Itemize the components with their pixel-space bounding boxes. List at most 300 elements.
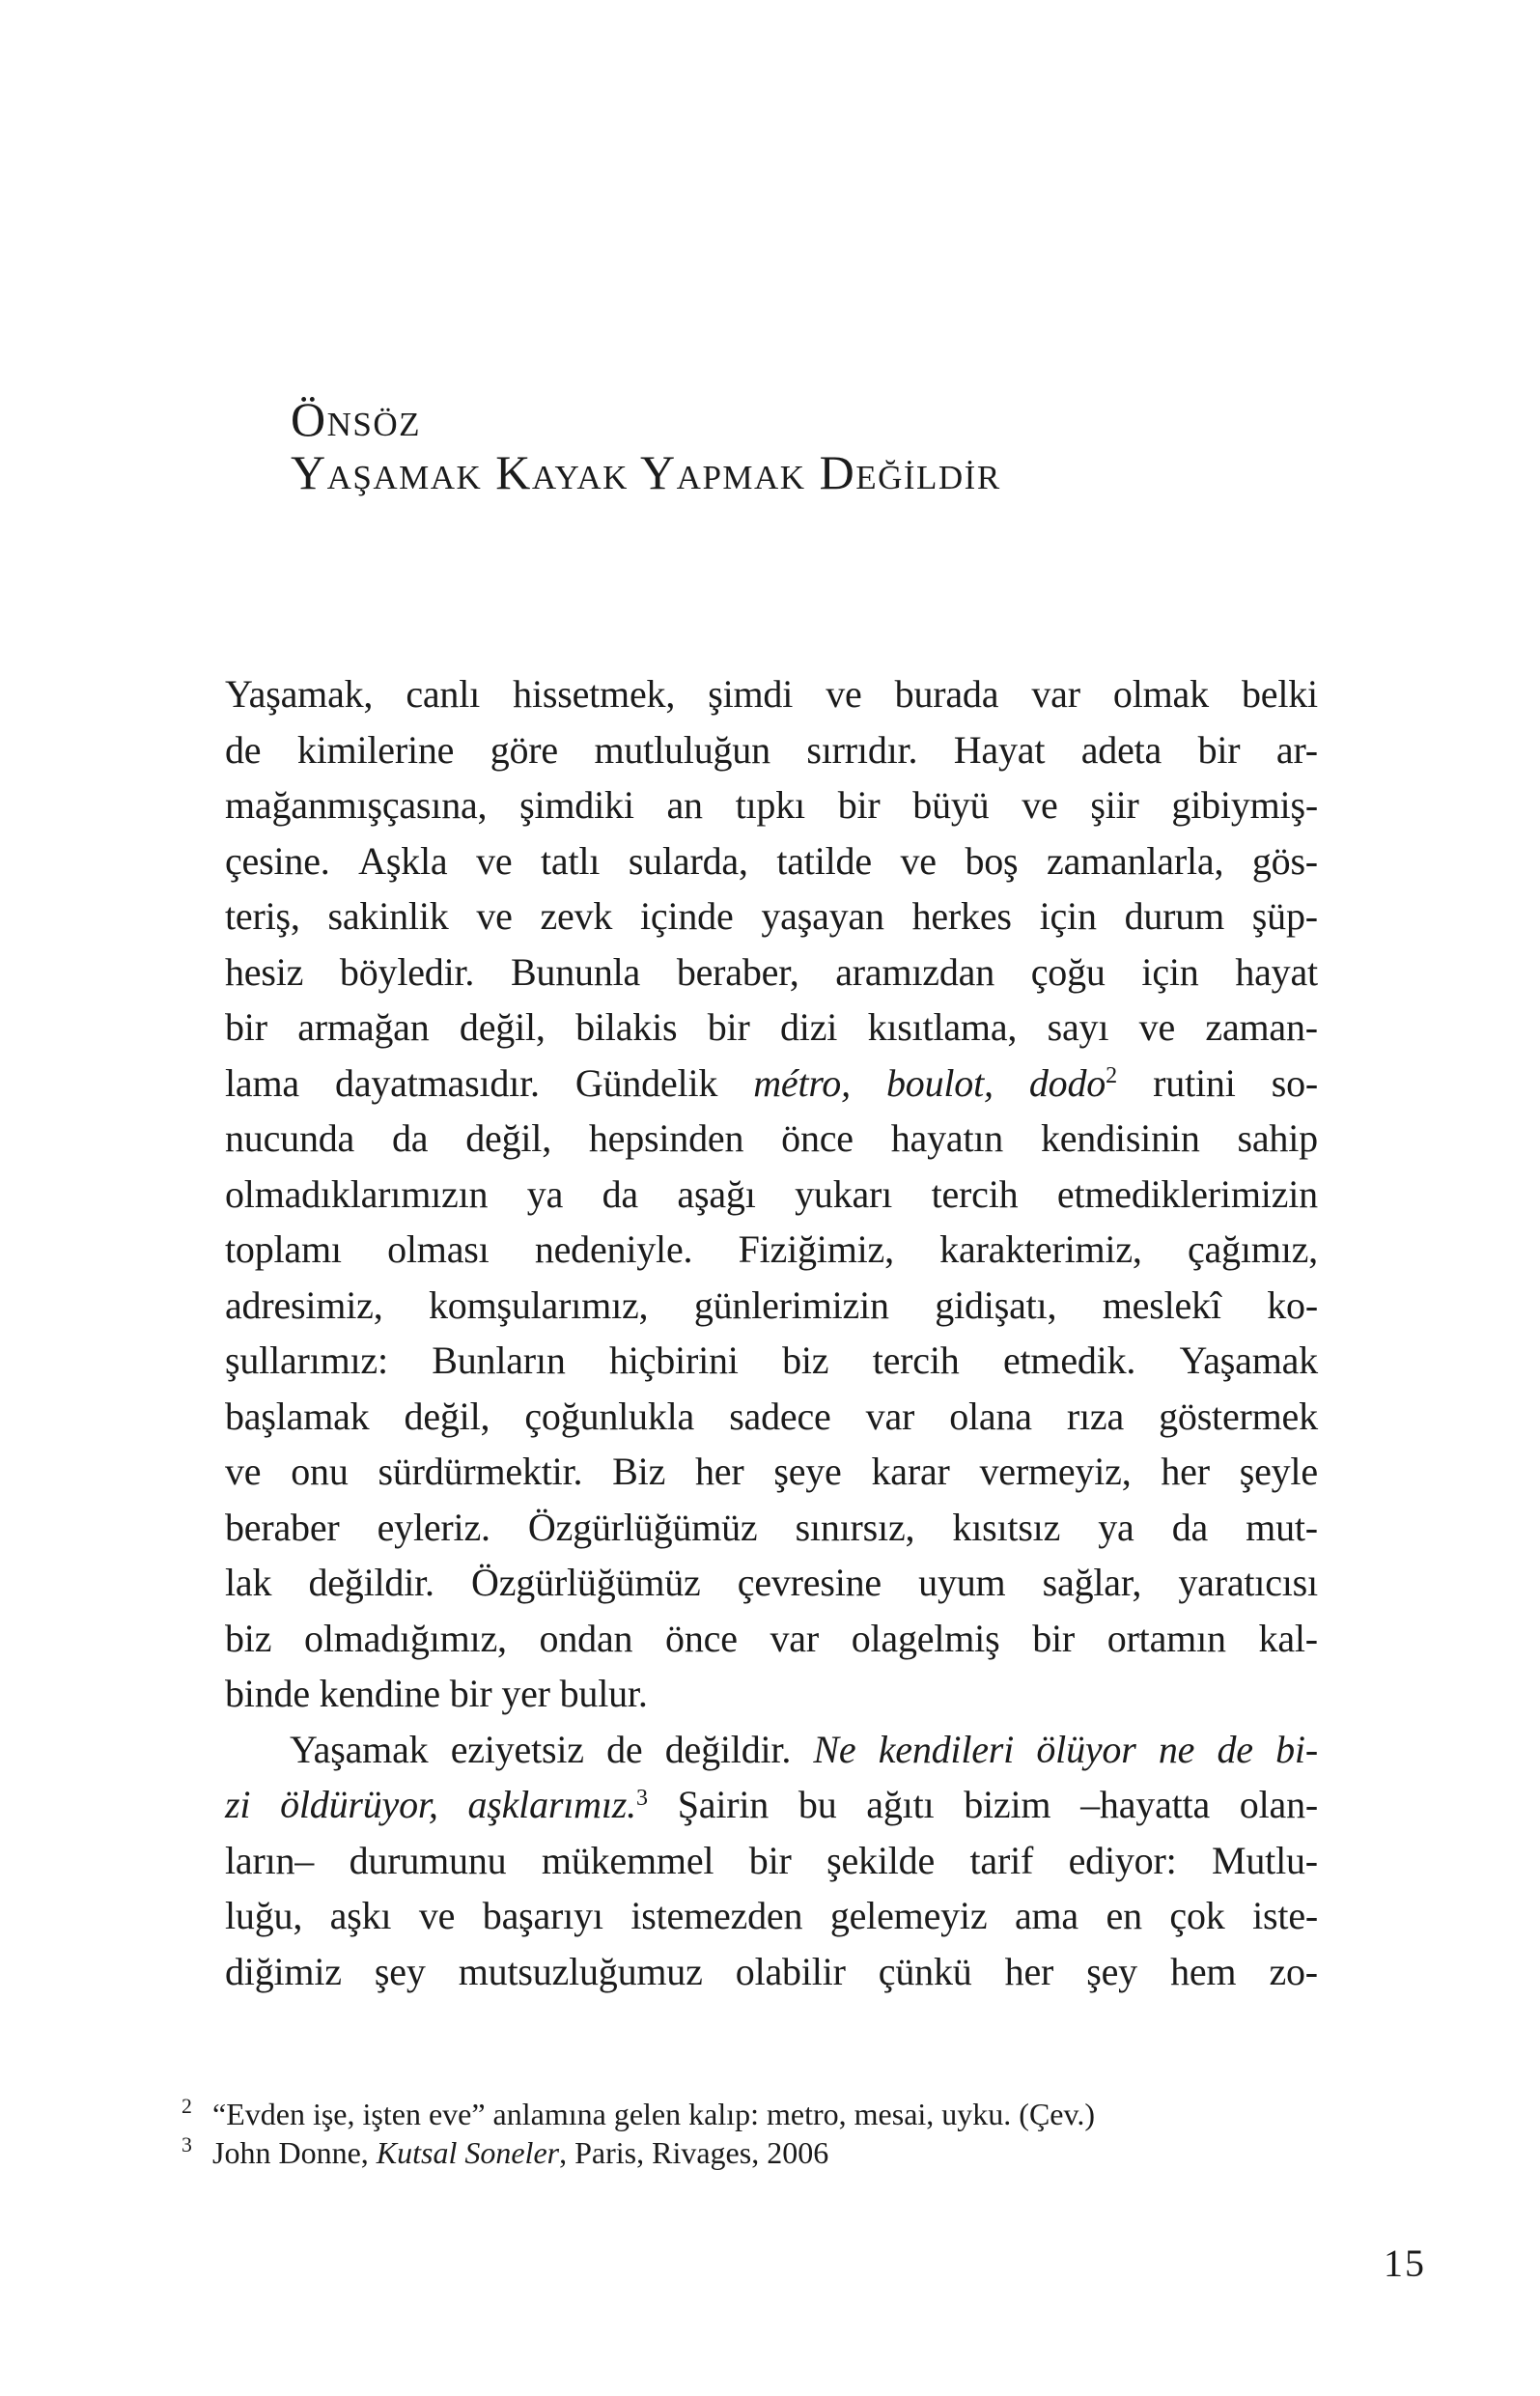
- word: [1015, 1888, 1078, 1944]
- word: [1032, 1611, 1075, 1667]
- word: [1159, 1389, 1318, 1445]
- word: [1069, 1833, 1177, 1889]
- word: [739, 1222, 894, 1278]
- word: [1169, 1888, 1224, 1944]
- word: [540, 888, 612, 944]
- text-run: sağlar,: [1042, 1561, 1142, 1604]
- text-line: [225, 722, 1318, 778]
- text-run: çesine.: [225, 838, 330, 883]
- text-run: ve: [476, 894, 513, 938]
- text-run: dayatmasıdır.: [335, 1060, 540, 1105]
- word: [873, 1333, 960, 1389]
- text-run: aşkı: [329, 1894, 392, 1937]
- word: [609, 1333, 739, 1389]
- text-run: biz: [225, 1616, 272, 1660]
- text-run: gibiymiş-: [1171, 783, 1318, 827]
- word: [429, 1278, 648, 1334]
- text-run: –hayatta: [1080, 1783, 1210, 1826]
- word: [575, 1000, 677, 1056]
- word: [225, 833, 330, 889]
- text-run: en: [1106, 1894, 1142, 1937]
- text-run: hem: [1170, 1949, 1237, 1993]
- text-run: hayat: [1235, 949, 1318, 994]
- word: [459, 1944, 703, 2000]
- word: [813, 1722, 855, 1778]
- footnote-reference: 2: [1106, 1063, 1118, 1089]
- word: [912, 888, 1012, 944]
- text-run: sakinlik: [327, 894, 449, 938]
- word: [1153, 1056, 1235, 1112]
- word: [1031, 666, 1079, 722]
- word: [1172, 1500, 1208, 1556]
- word: [1252, 1888, 1318, 1944]
- text-run: da: [602, 1171, 638, 1216]
- word: [708, 1000, 750, 1056]
- text-run: Bununla: [510, 949, 641, 994]
- word: [225, 666, 373, 722]
- text-run: için: [1039, 894, 1097, 938]
- text-run: toplamı: [225, 1227, 342, 1271]
- word: [806, 722, 917, 778]
- footnote-text: [212, 2133, 828, 2172]
- word: [451, 1722, 584, 1778]
- word: [1057, 1167, 1318, 1223]
- text-run: eziyetsiz: [450, 1727, 584, 1771]
- text-line: [225, 1500, 1318, 1556]
- text-run: olan-: [1239, 1783, 1318, 1826]
- word: [535, 1222, 693, 1278]
- word: [1259, 1611, 1318, 1667]
- text-run: “Evden işe, işten eve” anlamına gelen kalıp: metro, mesai, uyku. (Çev.): [212, 2097, 1096, 2131]
- text-run: kısıtsız: [952, 1505, 1061, 1549]
- word: [979, 1444, 1131, 1500]
- text-run: lama: [225, 1060, 299, 1105]
- word: [350, 1833, 507, 1889]
- text-line: [225, 1611, 1318, 1667]
- text-run: dodo: [1028, 1060, 1106, 1105]
- text-line: [225, 944, 1318, 1001]
- word: [225, 1777, 250, 1833]
- text-run: çoğunlukla: [524, 1394, 695, 1438]
- text-run: mutluluğun: [594, 727, 770, 772]
- text-run: var: [865, 1394, 915, 1438]
- text-run: meslekî: [1102, 1283, 1221, 1327]
- word: [1141, 944, 1198, 1001]
- text-run: Özgürlüğümüz: [471, 1561, 701, 1604]
- text-run: mağanmışçasına,: [225, 783, 488, 827]
- text-run: tatilde: [776, 838, 872, 883]
- text-run: Gündelik: [574, 1060, 718, 1105]
- text-run: olana: [949, 1394, 1032, 1438]
- word: [524, 1389, 694, 1445]
- text-run: şeyle: [1239, 1450, 1318, 1493]
- text-run: kendisinin: [1040, 1116, 1200, 1160]
- word: [1048, 1000, 1109, 1056]
- text-run: Özgürlüğümüz: [527, 1505, 758, 1549]
- word: [1180, 1333, 1318, 1389]
- word: [1212, 1833, 1318, 1889]
- word: [527, 1167, 563, 1223]
- text-run: de: [225, 727, 262, 772]
- text-line: [225, 777, 1318, 833]
- text-run: yaratıcısı: [1178, 1561, 1318, 1604]
- word: [1217, 1722, 1252, 1778]
- word: [964, 1777, 1050, 1833]
- word: [465, 1111, 551, 1167]
- text-run: zevk: [540, 894, 613, 938]
- page-number: 15: [1384, 2241, 1426, 2285]
- text-run: Biz: [612, 1450, 666, 1493]
- word: [838, 777, 881, 833]
- text-run: olmadığımız,: [304, 1616, 507, 1660]
- text-run: ne: [1158, 1727, 1195, 1771]
- text-run: çok: [1169, 1894, 1225, 1937]
- text-line: [225, 1666, 1318, 1722]
- text-run: her: [1161, 1450, 1210, 1493]
- text-run: Bunların: [432, 1339, 566, 1382]
- word: [1188, 1222, 1318, 1278]
- word: [476, 833, 512, 889]
- word: [738, 1555, 882, 1611]
- text-run: eyleriz.: [377, 1505, 490, 1549]
- text-run: ve: [418, 1894, 456, 1937]
- text-run: métro,: [753, 1060, 851, 1105]
- word: [835, 944, 994, 1001]
- text-run: luğu,: [225, 1894, 303, 1937]
- text-run: aramızdan: [835, 949, 994, 994]
- text-run: beraber,: [676, 949, 799, 994]
- text-line: [225, 1555, 1318, 1611]
- word: [1240, 1444, 1318, 1500]
- word: [1178, 1555, 1318, 1611]
- text-run: değil,: [465, 1116, 551, 1160]
- word: [375, 1944, 426, 2000]
- text-run: olması: [387, 1227, 490, 1271]
- word: [1240, 1777, 1318, 1833]
- text-run: mükemmel: [541, 1838, 714, 1882]
- text-run: Şairin: [677, 1783, 770, 1826]
- text-run: burada: [894, 672, 999, 716]
- word: [640, 888, 734, 944]
- word: [1198, 722, 1241, 778]
- word: [761, 888, 883, 944]
- text-line: [225, 1444, 1318, 1500]
- word: [949, 1389, 1032, 1445]
- footnote-reference: 3: [635, 1785, 648, 1811]
- word: [378, 1500, 490, 1556]
- word: [1041, 1111, 1200, 1167]
- body-text: [225, 666, 1318, 1999]
- word: [1047, 833, 1223, 889]
- text-run: değil,: [404, 1394, 490, 1438]
- word: [225, 1167, 488, 1223]
- text-run: da: [1171, 1505, 1209, 1549]
- word: [879, 1944, 972, 2000]
- word: [392, 1111, 428, 1167]
- text-run: bir: [707, 1005, 750, 1049]
- text-run: nucunda: [225, 1116, 355, 1160]
- word: [776, 833, 872, 889]
- chapter-title: Yaşamak Kayak Yapmak Değildir: [291, 445, 1001, 499]
- word: [594, 722, 770, 778]
- text-line: [225, 1111, 1318, 1167]
- word: [1235, 944, 1318, 1001]
- text-line: [225, 1722, 1318, 1778]
- text-run: ve: [1022, 783, 1058, 827]
- word: [291, 1444, 348, 1500]
- text-run: durum: [1124, 894, 1224, 938]
- text-run: kısıtlama,: [867, 1005, 1018, 1049]
- text-run: armağan: [297, 1005, 430, 1049]
- text-line: [225, 1833, 1318, 1889]
- text-run: tercih: [872, 1339, 960, 1382]
- text-run: canlı: [406, 672, 481, 716]
- text-run: her: [694, 1450, 744, 1493]
- word: [770, 1611, 819, 1667]
- text-run: binde kendine bir yer bulur.: [225, 1672, 648, 1715]
- text-run: tarif: [969, 1838, 1034, 1882]
- text-run: büyü: [912, 783, 990, 827]
- text-run: aşağı: [677, 1171, 756, 1216]
- word: [1103, 1278, 1221, 1334]
- text-run: komşularımız,: [428, 1283, 649, 1327]
- word: [225, 1000, 267, 1056]
- word: [225, 1222, 342, 1278]
- word: [304, 1611, 507, 1667]
- text-run: dizi: [779, 1005, 838, 1049]
- text-run: yaşayan: [761, 894, 884, 938]
- word: [519, 777, 634, 833]
- text-run: gidişatı,: [935, 1283, 1057, 1327]
- text-run: bizim: [964, 1783, 1051, 1826]
- word: [606, 1722, 642, 1778]
- text-run: , Paris, Rivages, 2006: [559, 2135, 829, 2170]
- word: [1161, 1444, 1209, 1500]
- text-line: [225, 888, 1318, 944]
- word: [358, 833, 447, 889]
- text-run: bir: [837, 783, 881, 827]
- text-run: ve: [225, 1450, 262, 1493]
- text-run: hayatın: [890, 1116, 1004, 1160]
- preface-kicker: Önsöz: [291, 392, 422, 446]
- text-run: ağıtı: [866, 1783, 935, 1826]
- text-run: so-: [1271, 1060, 1318, 1105]
- word: [225, 1500, 340, 1556]
- text-run: zi: [225, 1783, 251, 1826]
- text-run: ölüyor: [1036, 1727, 1136, 1771]
- word: [630, 1888, 802, 1944]
- text-run: bir: [1197, 727, 1241, 772]
- text-run: şimdi: [708, 672, 794, 716]
- word: [665, 1611, 738, 1667]
- text-run: ya: [1098, 1505, 1134, 1549]
- word: [589, 1111, 743, 1167]
- word: [335, 1056, 540, 1112]
- text-run: şüp-: [1251, 894, 1318, 938]
- word: [891, 1111, 1003, 1167]
- text-run: öldürüyor,: [280, 1783, 438, 1826]
- text-line: [225, 1389, 1318, 1445]
- text-run: hissetmek,: [513, 672, 676, 716]
- word: [1170, 1944, 1236, 2000]
- word: [1252, 833, 1318, 889]
- word: [471, 1555, 701, 1611]
- text-run: her: [1004, 1949, 1054, 1993]
- word: [965, 833, 1018, 889]
- word: [886, 1056, 994, 1112]
- text-run: Kutsal Soneler: [376, 2135, 560, 2170]
- text-run: çağımız,: [1187, 1227, 1318, 1271]
- text-run: şullarımız:: [225, 1339, 388, 1382]
- word: [490, 722, 558, 778]
- word: [895, 666, 999, 722]
- text-run: belki: [1241, 672, 1318, 716]
- word: [939, 1222, 1142, 1278]
- text-run: uyum: [918, 1561, 1006, 1604]
- text-run: Yaşamak: [290, 1727, 429, 1771]
- word: [866, 1389, 914, 1445]
- text-run: ya: [526, 1171, 564, 1216]
- text-run: teriş,: [225, 894, 300, 938]
- word: [612, 1444, 665, 1500]
- word: [225, 1444, 261, 1500]
- text-run: başarıyı: [482, 1894, 603, 1937]
- word: [542, 1833, 714, 1889]
- text-line: [225, 1056, 1318, 1112]
- word: [826, 1833, 935, 1889]
- word: [1113, 666, 1209, 722]
- word: [405, 1389, 490, 1445]
- word: [852, 1611, 1000, 1667]
- word: [879, 1722, 1014, 1778]
- text-run: başlamak: [225, 1394, 370, 1438]
- word: [1067, 1389, 1124, 1445]
- text-run: tatlı: [541, 838, 601, 883]
- word: [225, 944, 303, 1001]
- word: [378, 1444, 582, 1500]
- text-run: bir: [225, 1005, 267, 1049]
- text-run: değildir.: [308, 1561, 434, 1604]
- word: [1242, 666, 1318, 722]
- text-run: olmadıklarımızın: [225, 1171, 489, 1216]
- word: [781, 1111, 854, 1167]
- word: [918, 1555, 1005, 1611]
- word: [830, 1888, 988, 1944]
- text-run: değil,: [459, 1005, 546, 1049]
- text-run: var: [1031, 672, 1080, 716]
- footnote: [182, 2133, 1388, 2172]
- text-line: [225, 1777, 1318, 1833]
- word: [796, 1500, 915, 1556]
- word: [513, 666, 675, 722]
- text-run: an: [666, 783, 703, 827]
- word: [1272, 1056, 1318, 1112]
- text-run: biz: [782, 1339, 829, 1382]
- word: [1275, 1722, 1318, 1778]
- text-run: sınırsız,: [795, 1505, 915, 1549]
- text-run: sürdürmektir.: [378, 1450, 583, 1493]
- text-line: [225, 1278, 1318, 1334]
- text-run: de: [606, 1727, 643, 1771]
- text-run: içinde: [640, 894, 734, 938]
- text-run: çevresine: [737, 1561, 882, 1604]
- word: [541, 833, 600, 889]
- word: [1252, 888, 1318, 944]
- word: [708, 666, 793, 722]
- text-run: John Donne,: [212, 2135, 377, 2170]
- word: [528, 1500, 758, 1556]
- text-run: Hayat: [953, 727, 1046, 772]
- word: [340, 944, 474, 1001]
- text-run: Yaşamak,: [225, 672, 374, 716]
- footnote-text: [212, 2095, 1095, 2133]
- word: [1090, 777, 1138, 833]
- text-run: karakterimiz,: [939, 1227, 1142, 1271]
- text-run: gös-: [1251, 838, 1318, 883]
- word: [406, 666, 480, 722]
- text-run: çoğu: [1030, 949, 1106, 994]
- word: [297, 722, 454, 778]
- word: [952, 1500, 1060, 1556]
- text-run: zamanlarla,: [1047, 838, 1224, 883]
- word: [290, 1722, 428, 1778]
- text-run: olabilir: [735, 1949, 846, 1993]
- word: [782, 1333, 828, 1389]
- text-run: de: [1217, 1727, 1253, 1771]
- text-run: boulot,: [885, 1060, 994, 1105]
- text-run: onu: [291, 1450, 349, 1493]
- chapter-heading: [291, 393, 1001, 499]
- word: [225, 1333, 388, 1389]
- word: [575, 1056, 717, 1112]
- text-run: çünkü: [878, 1949, 972, 1993]
- word: [225, 888, 300, 944]
- word: [225, 1389, 369, 1445]
- text-run: Yaşamak: [1179, 1339, 1318, 1382]
- word: [1005, 1944, 1053, 2000]
- word: [1029, 1056, 1117, 1112]
- text-run: ortamın: [1106, 1616, 1226, 1660]
- text-run: Aşkla: [358, 838, 448, 883]
- text-line: [225, 1944, 1318, 2000]
- word: [225, 1611, 271, 1667]
- word: [1081, 722, 1162, 778]
- text-run: ve: [900, 838, 937, 883]
- text-run: Ne: [813, 1727, 856, 1771]
- word: [225, 1056, 299, 1112]
- text-run: sahip: [1237, 1116, 1318, 1160]
- text-run: beraber: [225, 1505, 340, 1549]
- text-line: [225, 1000, 1318, 1056]
- text-run: vermeyiz,: [979, 1450, 1132, 1493]
- text-run: aşklarımız.: [467, 1783, 636, 1826]
- text-run: bi-: [1275, 1727, 1318, 1771]
- text-run: göre: [490, 727, 558, 772]
- word: [729, 1389, 830, 1445]
- text-run: şey: [1086, 1949, 1137, 1993]
- word: [871, 1444, 949, 1500]
- text-run: Fiziğimiz,: [738, 1227, 894, 1271]
- word: [694, 1278, 889, 1334]
- text-run: durumunu: [349, 1838, 507, 1882]
- word: [483, 1888, 603, 1944]
- word: [225, 1278, 383, 1334]
- text-run: adresimiz,: [225, 1283, 383, 1327]
- text-run: hepsinden: [588, 1116, 744, 1160]
- text-run: lak: [225, 1561, 272, 1604]
- word: [677, 1167, 755, 1223]
- text-run: karar: [871, 1450, 950, 1493]
